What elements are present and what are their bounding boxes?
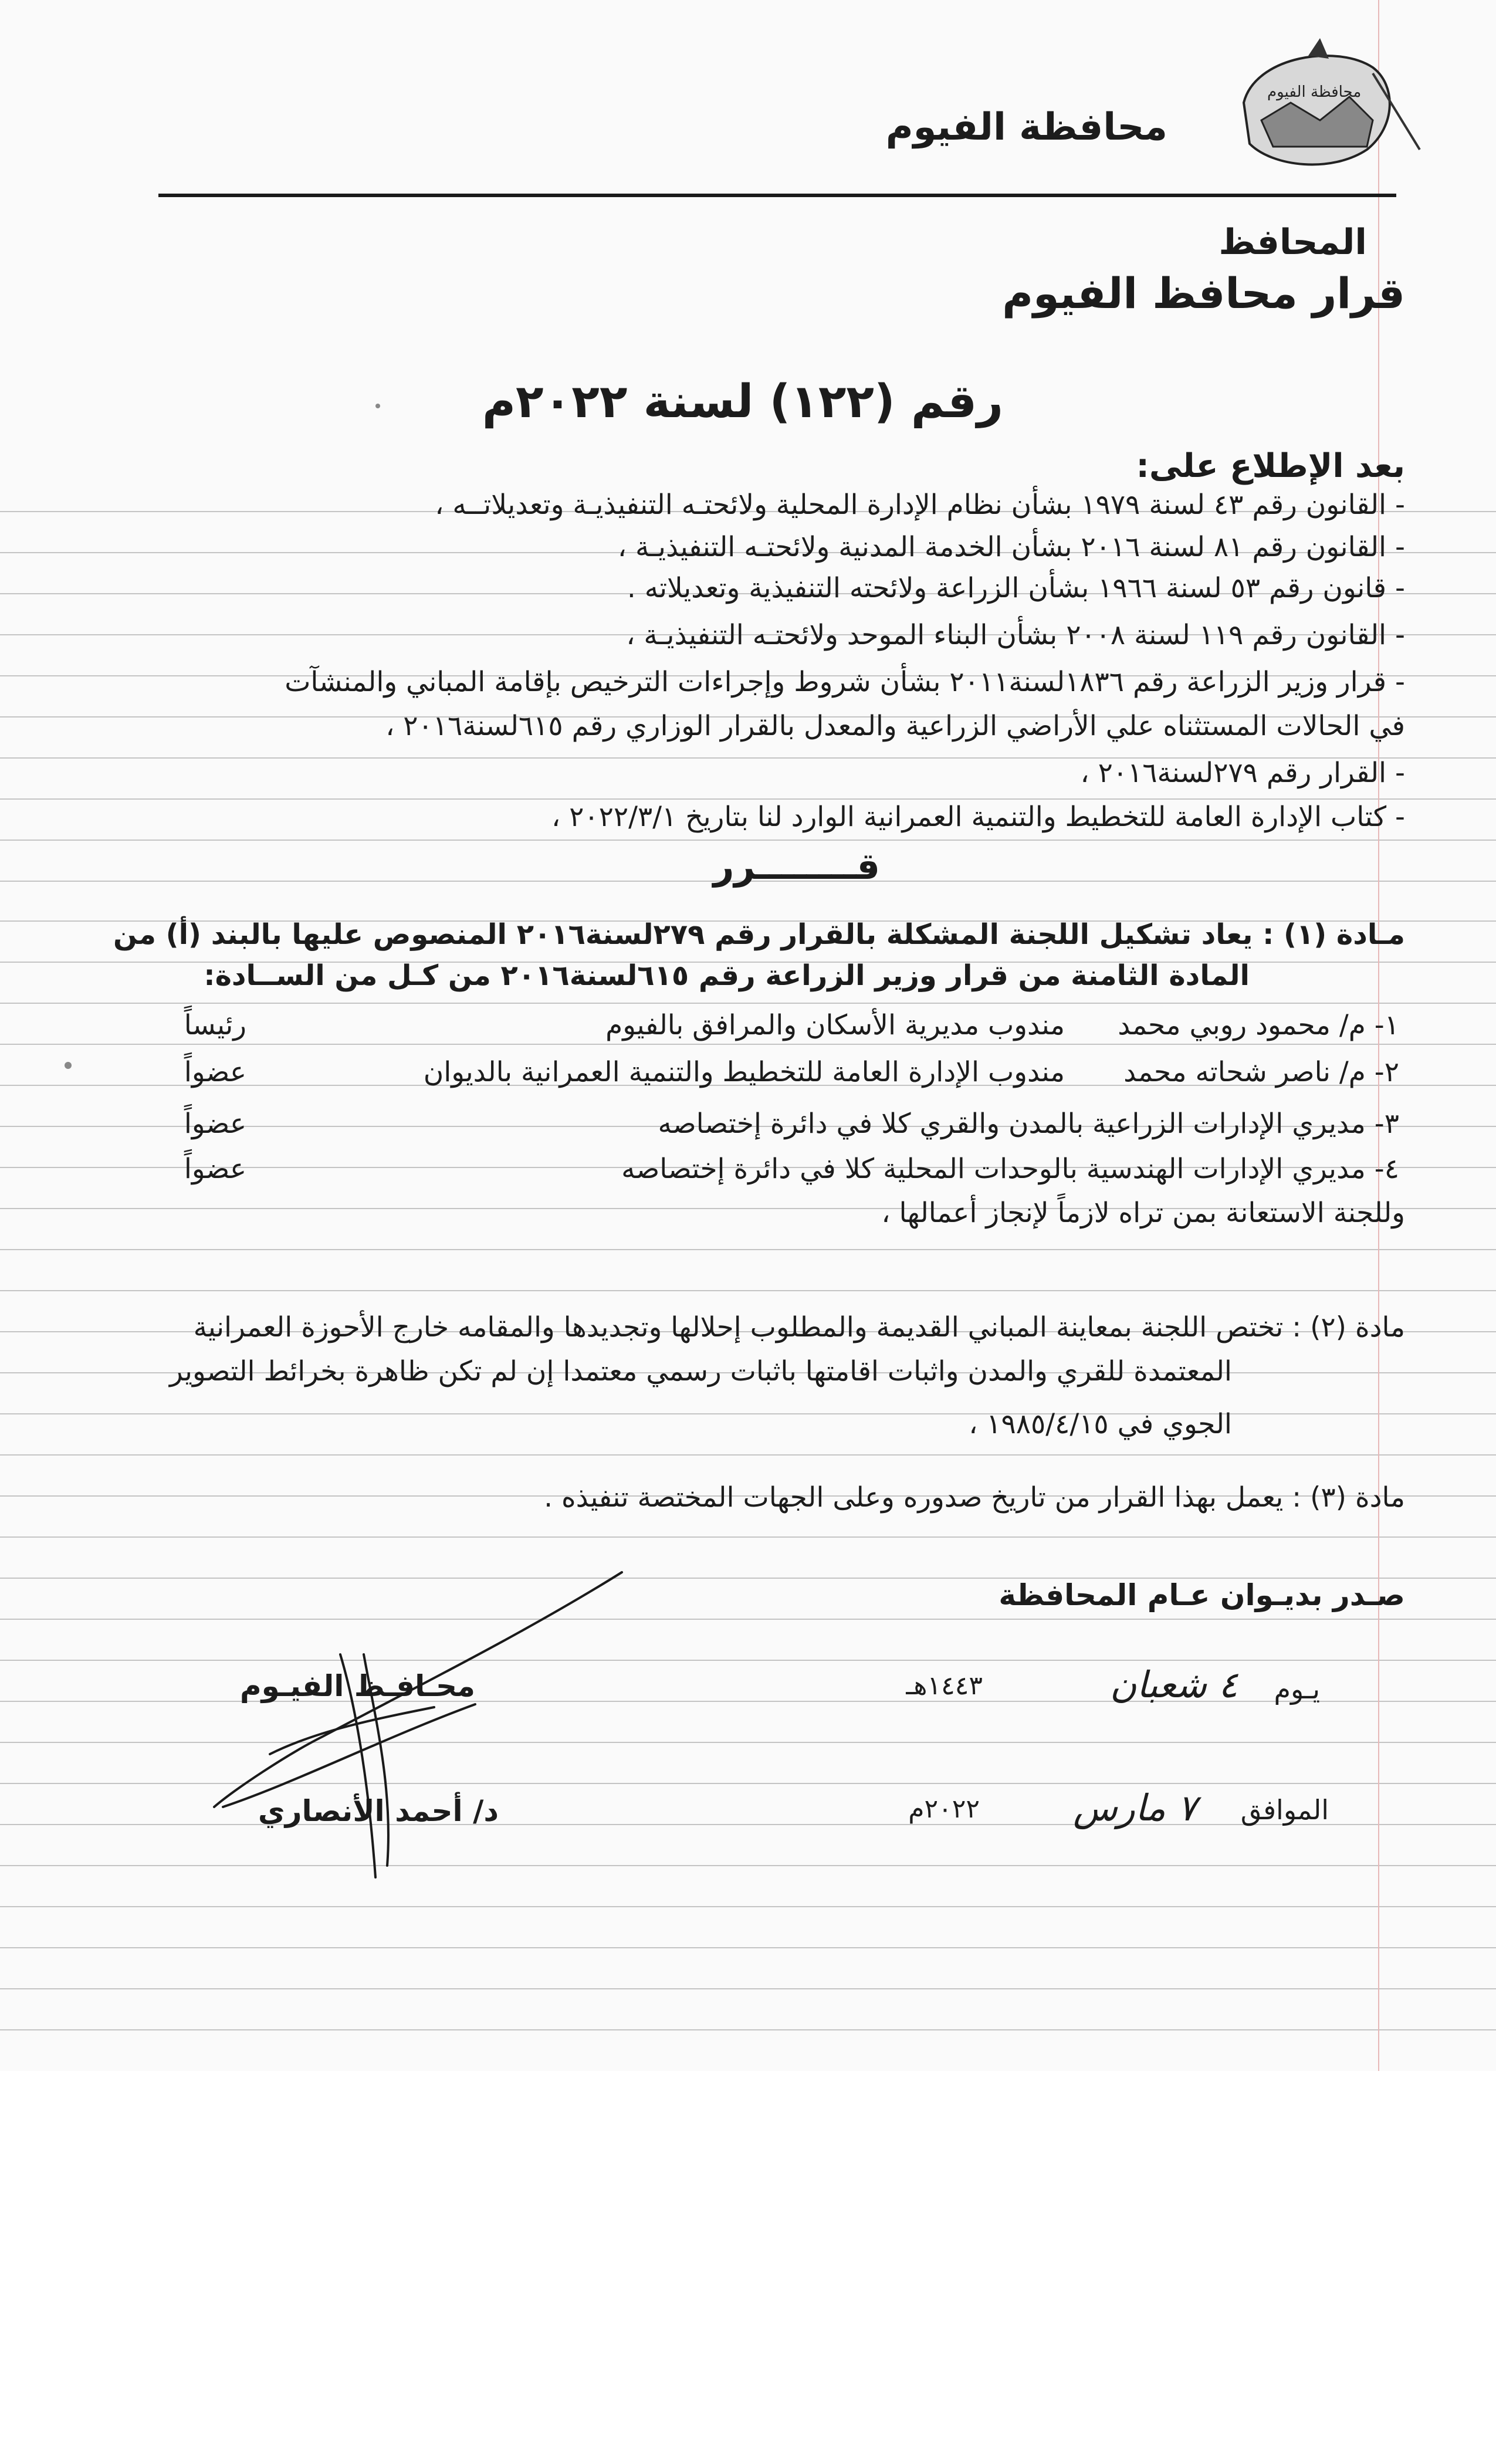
- article2-line3: الجوي في ١٩٨٥/٤/١٥ ،: [969, 1408, 1232, 1440]
- member-role: عضواً: [184, 1153, 246, 1185]
- member-desc: ٤- مديري الإدارات الهندسية بالوحدات المحلية كلا في دائرة إختصاصه: [621, 1153, 1399, 1185]
- fayoum-logo: [1220, 32, 1431, 179]
- decree-heading: قرار محافظ الفيوم: [1002, 269, 1405, 318]
- member-desc: مندوب الإدارة العامة للتخطيط والتنمية العمرانية بالديوان: [423, 1056, 1065, 1088]
- issued-at: صـدر بديـوان عـام المحافظة: [999, 1578, 1405, 1612]
- hijri-year: ١٤٤٣هـ: [906, 1671, 983, 1701]
- governorate-name: محافظة الفيوم: [885, 106, 1167, 149]
- decided-heading: قــــــــرر: [713, 845, 880, 888]
- decree-number: رقم (١٢٢) لسنة ٢٠٢٢م: [482, 375, 1003, 428]
- article2-line2: المعتمدة للقري والمدن واثبات اقامتها باثبات رسمي معتمدا إن لم تكن ظاهرة بخرائط التصوير: [169, 1355, 1232, 1387]
- preamble-item: - كتاب الإدارة العامة للتخطيط والتنمية العمرانية الوارد لنا بتاريخ ٢٠٢٢/٣/١ ،: [551, 801, 1405, 833]
- member-role: رئيساً: [184, 1009, 246, 1041]
- greg-handwritten: ٧ مارس: [1073, 1786, 1197, 1829]
- preamble-item-cont: في الحالات المستثناه علي الأراضي الزراعية والمعدل بالقرار الوزاري رقم ٦١٥لسنة٢٠١٦ ،: [385, 710, 1405, 742]
- preamble-item: - القانون رقم ٨١ لسنة ٢٠١٦ بشأن الخدمة المدنية ولائحتـه التنفيذيـة ،: [617, 531, 1405, 563]
- member-name: ٢- م/ ناصر شحاته محمد: [1123, 1056, 1399, 1088]
- greg-year: ٢٠٢٢م: [908, 1794, 980, 1824]
- governor-label: المحافظ: [1219, 222, 1367, 263]
- punch-mark: [65, 1062, 72, 1069]
- member-role: عضواً: [184, 1056, 246, 1088]
- preamble-heading: بعد الإطلاع على:: [1136, 447, 1405, 485]
- article1-line1: مـادة (١) : يعاد تشكيل اللجنة المشكلة بالقرار رقم ٢٧٩لسنة٢٠١٦ المنصوص عليها بالبند (أ) من: [113, 918, 1405, 951]
- member-role: عضواً: [184, 1108, 246, 1140]
- punch-mark: [375, 404, 380, 408]
- article2-line1: مادة (٢) : تختص اللجنة بمعاينة المباني القديمة والمطلوب إحلالها وتجديدها والمقامه خارج الأحوزة العمرانية: [193, 1311, 1405, 1343]
- preamble-item: - القرار رقم ٢٧٩لسنة٢٠١٦ ،: [1080, 757, 1405, 789]
- preamble-item: - قرار وزير الزراعة رقم ١٨٣٦لسنة٢٠١١ بشأن شروط وإجراءات الترخيص بإقامة المباني والمنشآت: [285, 666, 1405, 698]
- header-rule: [158, 194, 1396, 197]
- day-label: يـوم: [1274, 1673, 1320, 1705]
- member-desc: ٣- مديري الإدارات الزراعية بالمدن والقري كلا في دائرة إختصاصه: [658, 1108, 1399, 1140]
- preamble-item: - القانون رقم ٤٣ لسنة ١٩٧٩ بشأن نظام الإدارة المحلية ولائحتـه التنفيذيـة وتعديلاتــه ،: [435, 489, 1405, 521]
- member-desc: مندوب مديرية الأسكان والمرافق بالفيوم: [605, 1009, 1065, 1041]
- member-name: ١- م/ محمود روبي محمد: [1118, 1009, 1399, 1041]
- corresponding-label: الموافق: [1240, 1794, 1329, 1826]
- article3-line1: مادة (٣) : يعمل بهذا القرار من تاريخ صدوره وعلى الجهات المختصة تنفيذه .: [544, 1481, 1405, 1514]
- preamble-item: - قانون رقم ٥٣ لسنة ١٩٦٦ بشأن الزراعة ولائحته التنفيذية وتعديلاته .: [627, 572, 1405, 604]
- svg-text:محافظة الفيوم: محافظة الفيوم: [1267, 83, 1362, 101]
- signatory-title: محـافـظ الفيـوم: [239, 1669, 475, 1703]
- article1-assist: وللجنة الاستعانة بمن تراه لازماً لإنجاز أعمالها ،: [881, 1197, 1405, 1229]
- day-handwritten: ٤ شعبان: [1109, 1663, 1238, 1706]
- signatory-name: د/ أحمد الأنصاري: [258, 1794, 499, 1828]
- preamble-item: - القانون رقم ١١٩ لسنة ٢٠٠٨ بشأن البناء الموحد ولائحتـه التنفيذيـة ،: [626, 619, 1405, 651]
- article1-line2: المادة الثامنة من قرار وزير الزراعة رقم ٦١٥لسنة٢٠١٦ من كـل من الســادة:: [204, 959, 1250, 992]
- handwritten-signature: [199, 1561, 645, 1889]
